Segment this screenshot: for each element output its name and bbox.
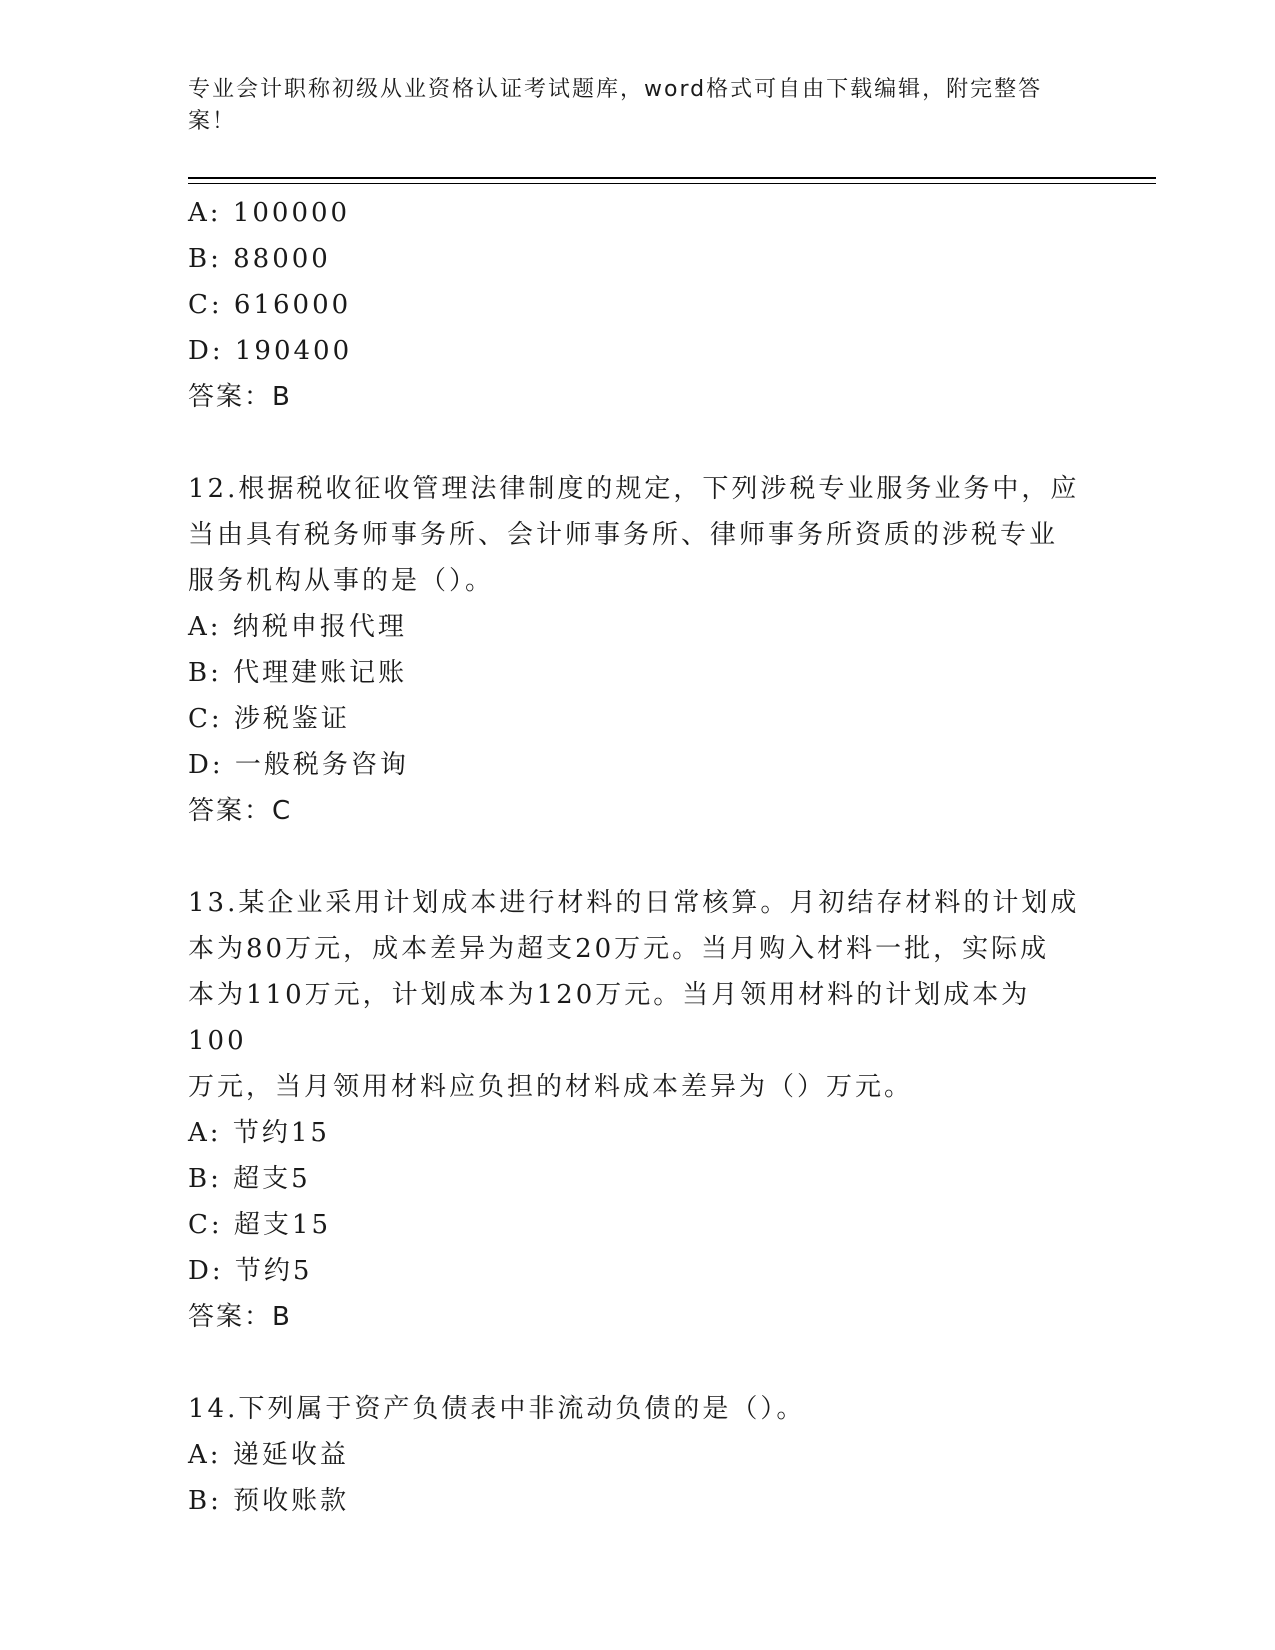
stem-line: 当由具有税务师事务所、会计师事务所、律师事务所资质的涉税专业 <box>188 520 1059 550</box>
option-label: B: <box>188 658 222 688</box>
option-label: B: <box>188 244 222 274</box>
header-rule-thick <box>188 177 1156 179</box>
option-text: 88000 <box>233 244 331 274</box>
option-c <box>188 696 1088 742</box>
option-c <box>188 282 1088 328</box>
question-13 <box>188 880 1088 1340</box>
option-d <box>188 1248 1088 1294</box>
stem-line: 万元，当月领用材料应负担的材料成本差异为（）万元。 <box>188 1072 914 1102</box>
option-a <box>188 604 1088 650</box>
option-text: 190400 <box>234 336 353 366</box>
answer: 答案：B <box>188 382 292 412</box>
stem-line: 14.下列属于资产负债表中非流动负债的是（）。 <box>188 1394 806 1424</box>
question-continued <box>188 190 1088 420</box>
option-text: 节约5 <box>234 1256 313 1286</box>
option-label: D: <box>188 336 224 366</box>
option-a <box>188 1432 1088 1478</box>
option-c <box>188 1202 1088 1248</box>
option-label: D: <box>188 1256 224 1286</box>
document-content <box>188 190 1088 1524</box>
question-stem <box>188 1386 1088 1432</box>
question-14 <box>188 1386 1088 1524</box>
header-rule-thin <box>188 183 1156 184</box>
option-d <box>188 742 1088 788</box>
option-text: 616000 <box>233 290 352 320</box>
option-text: 涉税鉴证 <box>233 704 350 734</box>
option-text: 预收账款 <box>233 1486 350 1516</box>
question-12 <box>188 466 1088 834</box>
option-text: 代理建账记账 <box>233 658 408 688</box>
question-stem <box>188 880 1088 1110</box>
option-b <box>188 650 1088 696</box>
option-text: 100000 <box>232 198 351 228</box>
option-text: 一般税务咨询 <box>234 750 409 780</box>
question-stem <box>188 466 1088 604</box>
option-b <box>188 1478 1088 1524</box>
stem-line: 服务机构从事的是（）。 <box>188 566 495 596</box>
option-b <box>188 236 1088 282</box>
option-label: C: <box>188 290 223 320</box>
option-text: 超支5 <box>233 1164 311 1194</box>
spacer <box>188 1340 1088 1386</box>
option-label: C: <box>188 704 223 734</box>
stem-line: 本为110万元，计划成本为120万元。当月领用材料的计划成本为100 <box>188 980 1031 1056</box>
spacer <box>188 834 1088 880</box>
option-label: A: <box>188 198 222 228</box>
header-line-1: 专业会计职称初级从业资格认证考试题库，word格式可自由下载编辑，附完整答 <box>188 77 1043 102</box>
answer: 答案：C <box>188 796 293 826</box>
option-d <box>188 328 1088 374</box>
stem-line: 本为80万元，成本差异为超支20万元。当月购入材料一批，实际成 <box>188 934 1050 964</box>
option-text: 纳税申报代理 <box>232 612 407 642</box>
option-label: A: <box>188 1118 222 1148</box>
option-b <box>188 1156 1088 1202</box>
document-header <box>188 74 1068 138</box>
spacer <box>188 420 1088 466</box>
option-label: D: <box>188 750 224 780</box>
option-label: B: <box>188 1164 222 1194</box>
header-line-2: 案！ <box>188 109 237 134</box>
option-label: A: <box>188 612 222 642</box>
option-text: 节约15 <box>232 1118 330 1148</box>
option-label: B: <box>188 1486 222 1516</box>
stem-line: 13.某企业采用计划成本进行材料的日常核算。月初结存材料的计划成 <box>188 888 1080 918</box>
option-a <box>188 190 1088 236</box>
option-text: 超支15 <box>233 1210 332 1240</box>
option-a <box>188 1110 1088 1156</box>
option-label: A: <box>188 1440 222 1470</box>
option-text: 递延收益 <box>232 1440 349 1470</box>
stem-line: 12.根据税收征收管理法律制度的规定，下列涉税专业服务业务中，应 <box>188 474 1080 504</box>
answer: 答案：B <box>188 1302 292 1332</box>
option-label: C: <box>188 1210 223 1240</box>
